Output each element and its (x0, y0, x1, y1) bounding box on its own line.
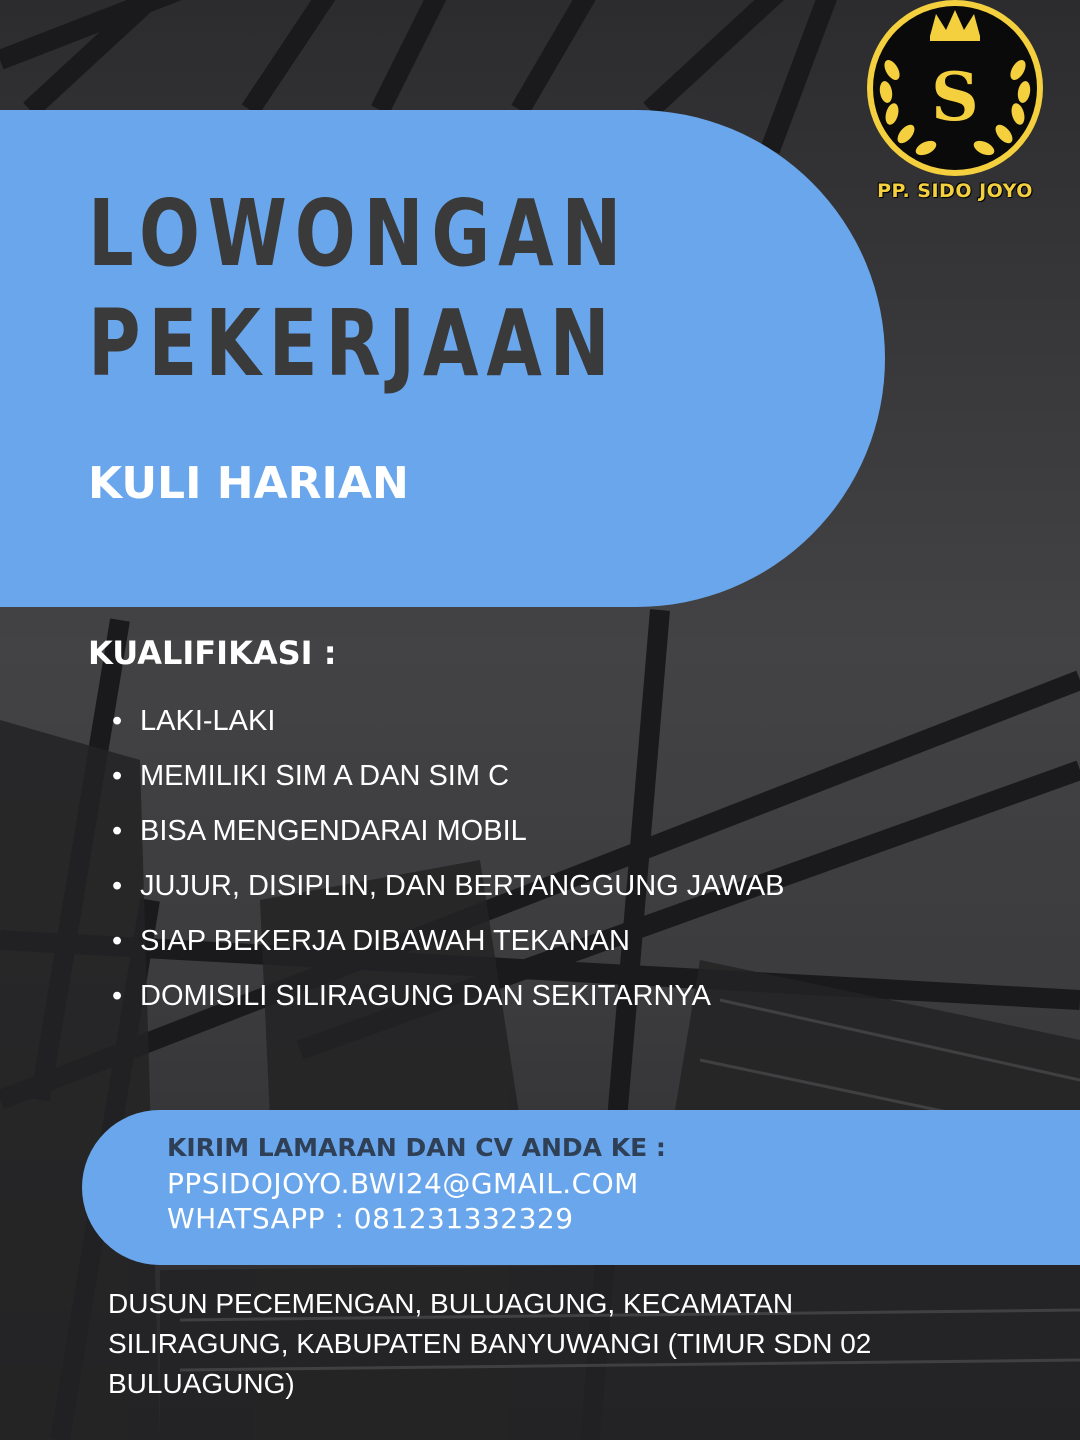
list-item (112, 969, 812, 1024)
bullet-icon: • (112, 925, 123, 957)
bullet-icon: • (112, 870, 123, 902)
list-item (112, 694, 812, 749)
qualification-text: SIAP BEKERJA DIBAWAH TEKANAN (140, 925, 630, 957)
bullet-icon: • (112, 815, 123, 847)
list-item (112, 804, 812, 859)
qualifications-heading: KUALIFIKASI : (88, 634, 337, 672)
list-item (112, 914, 812, 969)
page-title-line-1: LOWONGAN (88, 180, 630, 287)
qualification-text: LAKI-LAKI (140, 705, 276, 737)
bullet-icon: • (112, 760, 123, 792)
svg-text:S: S (931, 58, 979, 136)
contact-heading: KIRIM LAMARAN DAN CV ANDA KE : (167, 1133, 666, 1162)
logo-emblem (862, 0, 1048, 180)
qualification-text: BISA MENGENDARAI MOBIL (140, 815, 527, 847)
contact-email[interactable]: PPSIDOJOYO.BWI24@GMAIL.COM (167, 1167, 639, 1200)
contact-whatsapp[interactable]: WHATSAPP : 081231332329 (167, 1202, 574, 1235)
list-item (112, 859, 812, 914)
qualification-text: JUJUR, DISIPLIN, DAN BERTANGGUNG JAWAB (140, 870, 785, 902)
bullet-icon: • (112, 980, 123, 1012)
address-text: DUSUN PECEMENGAN, BULUAGUNG, KECAMATAN SILIRAGUNG, KABUPATEN BANYUWANGI (TIMUR SDN 02 BULUAGUNG) (108, 1288, 872, 1399)
job-position-title: KULI HARIAN (88, 458, 409, 509)
qualifications-list (112, 694, 812, 1024)
organization-name: PP. SIDO JOYO (877, 180, 1033, 202)
qualification-text: MEMILIKI SIM A DAN SIM C (140, 760, 510, 792)
qualification-text: DOMISILI SILIRAGUNG DAN SEKITARNYA (140, 980, 711, 1012)
bullet-icon: • (112, 705, 123, 737)
organization-logo (862, 0, 1048, 210)
page-title-line-2: PEKERJAAN (88, 290, 618, 397)
list-item (112, 749, 812, 804)
